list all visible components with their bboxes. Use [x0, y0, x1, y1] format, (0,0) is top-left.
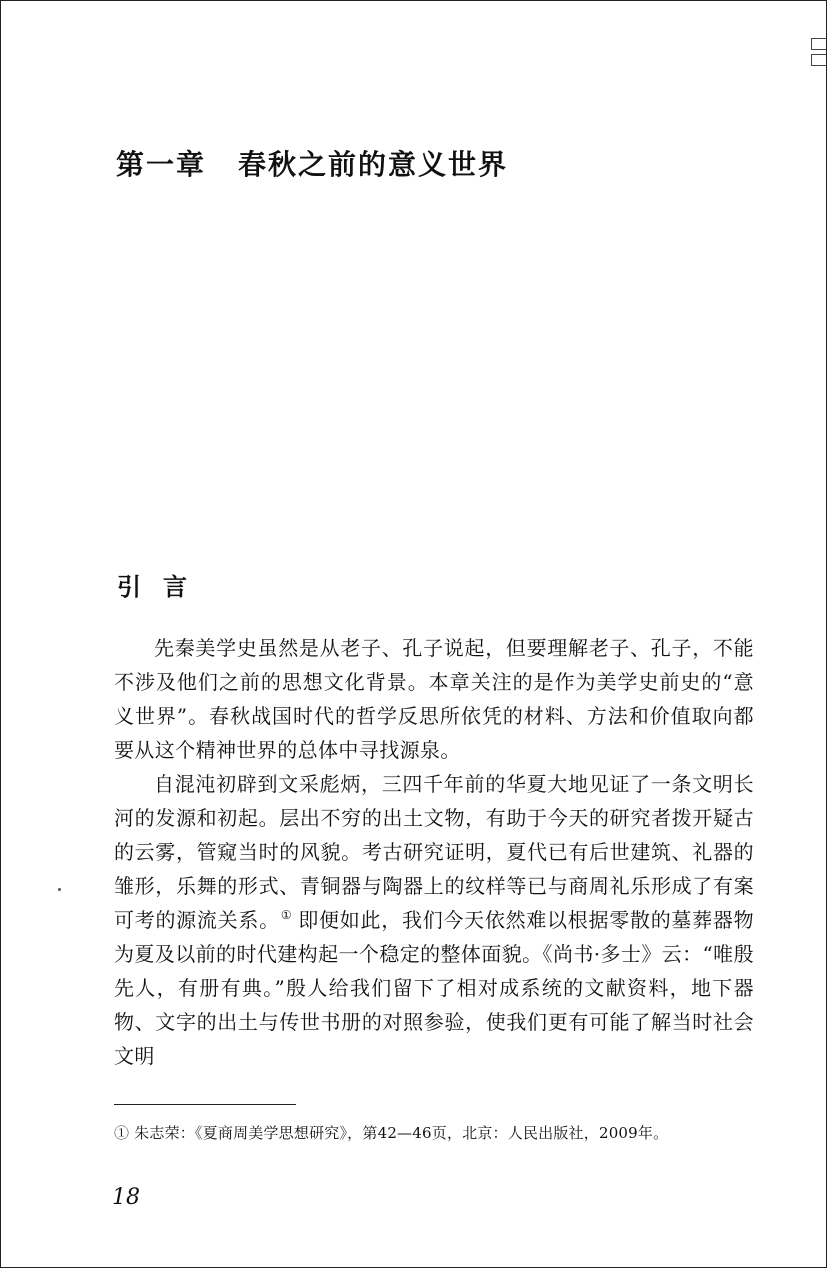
scan-edge-mark	[811, 38, 826, 50]
paragraph-2	[114, 767, 754, 1073]
section-title	[117, 567, 187, 602]
footnote-text: 朱志荣：《夏商周美学思想研究》，第42—46页，北京：人民出版社，2009年。	[134, 1124, 669, 1142]
paragraph-2-part-2: 即便如此，我们今天依然难以根据零散的墓葬器物为夏及以前的时代建构起一个稳定的整体面貌。《尚书·多士》云：“唯殷先人，有册有典。”殷人给我们留下了相对成系统的文献资料，地下器物、文字的出土与传世书册的对照参验，使我们更有可能了解当时社会文明	[114, 908, 754, 1068]
paragraph-1: 先秦美学史虽然是从老子、孔子说起，但要理解老子、孔子，不能不涉及他们之前的思想文化背景。本章关注的是作为美学史前史的“意义世界”。春秋战国时代的哲学反思所依凭的材料、方法和价值取向都要从这个精神世界的总体中寻找源泉。	[114, 636, 754, 762]
body-text	[114, 631, 754, 1073]
footnote-marker: ①	[114, 1124, 130, 1142]
section-title-char-1: 引	[117, 572, 141, 601]
chapter-name: 春秋之前的意义世界	[238, 148, 509, 181]
section-title-char-2: 言	[163, 572, 187, 601]
footnote	[114, 1122, 668, 1143]
footnote-divider	[114, 1104, 296, 1105]
scan-edge-mark	[811, 54, 826, 66]
page-number: 18	[112, 1185, 140, 1210]
paragraph-2-part-1: 自混沌初辟到文采彪炳，三四千年前的华夏大地见证了一条文明长河的发源和初起。层出不穷的出土文物，有助于今天的研究者拨开疑古的云雾，管窥当时的风貌。考古研究证明，夏代已有后世建筑、礼器的雏形，乐舞的形式、青铜器与陶器上的纹样等已与商周礼乐形成了有案可考的源流关系。	[114, 772, 754, 932]
scan-speck	[58, 888, 61, 891]
chapter-title	[116, 143, 508, 183]
chapter-number: 第一章	[116, 148, 207, 181]
footnote-reference[interactable]: ①	[280, 908, 293, 922]
